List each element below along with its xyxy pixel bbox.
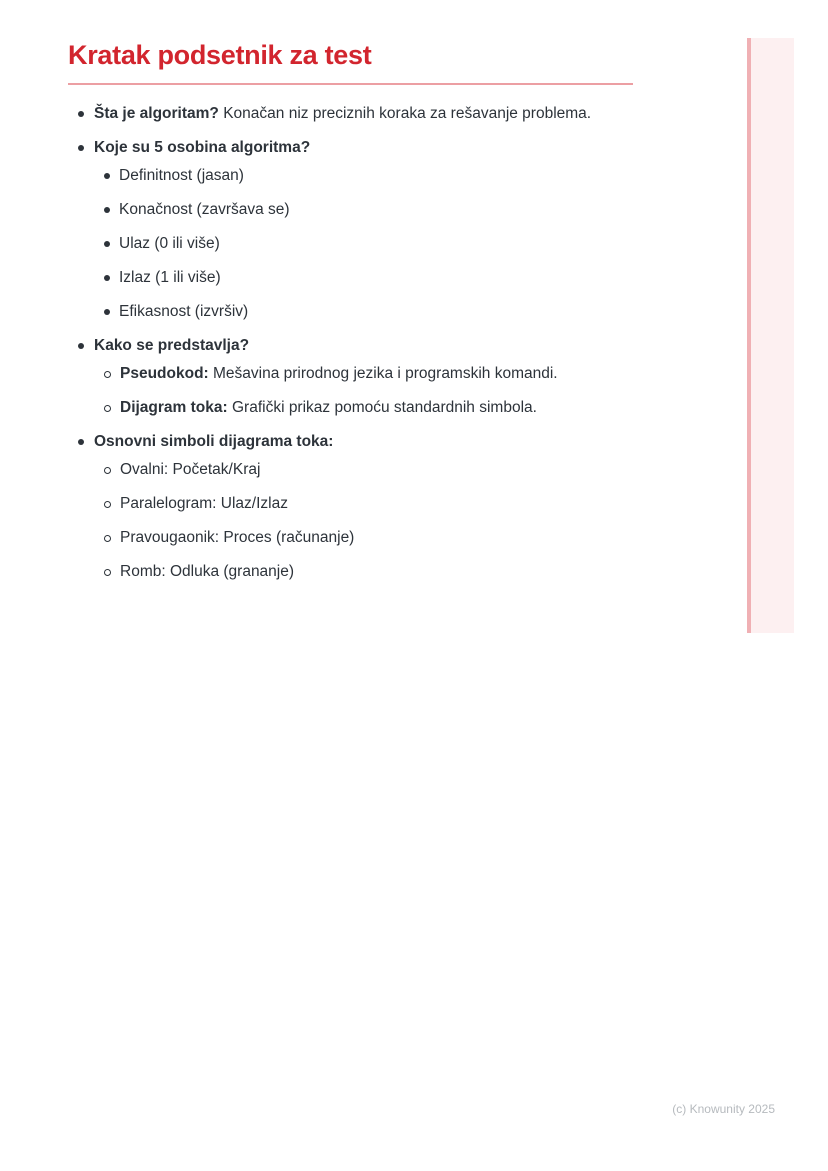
bullet-icon: [104, 173, 110, 179]
circle-bullet-icon: [104, 371, 111, 378]
list-item-text: Pseudokod: Mešavina prirodnog jezika i programskih komandi.: [120, 365, 558, 383]
bullet-icon: [104, 241, 110, 247]
sub-list-item: [104, 166, 633, 185]
sub-list: [68, 460, 633, 581]
sub-list-item: [104, 528, 633, 547]
list-item-text: Paralelogram: Ulaz/Izlaz: [120, 495, 288, 513]
list-item-text: Koje su 5 osobina algoritma?: [94, 139, 311, 157]
sub-list-item: [104, 268, 633, 287]
list-item-text: Efikasnost (izvršiv): [119, 303, 249, 321]
list-item: [78, 432, 633, 451]
list-item-text: Šta je algoritam? Konačan niz preciznih koraka za rešavanje problema.: [94, 105, 592, 123]
bullet-icon: [104, 309, 110, 315]
sub-list-item: [104, 494, 633, 513]
circle-bullet-icon: [104, 467, 111, 474]
sub-list-item: [104, 460, 633, 479]
sub-list-item: [104, 364, 633, 383]
footer-copyright: (c) Knowunity 2025: [672, 1102, 775, 1116]
sub-list-item: [104, 562, 633, 581]
bullet-icon: [78, 343, 84, 349]
sub-list: [68, 364, 633, 417]
circle-bullet-icon: [104, 405, 111, 412]
list-item-text: Kako se predstavlja?: [94, 337, 250, 355]
list-item-text: Ulaz (0 ili više): [119, 235, 220, 253]
circle-bullet-icon: [104, 535, 111, 542]
page-title: Kratak podsetnik za test: [68, 40, 372, 70]
circle-bullet-icon: [104, 569, 111, 576]
list-item-text: Ovalni: Početak/Kraj: [120, 461, 261, 479]
bullet-icon: [78, 145, 84, 151]
bullet-icon: [104, 207, 110, 213]
list-item-text: Osnovni simboli dijagrama toka:: [94, 433, 334, 451]
page-content: [0, 39, 828, 581]
notes-list: [68, 104, 633, 581]
sub-list-item: [104, 200, 633, 219]
title-underline: [68, 83, 633, 85]
circle-bullet-icon: [104, 501, 111, 508]
bullet-icon: [78, 111, 84, 117]
sub-list-item: [104, 398, 633, 417]
bullet-icon: [104, 275, 110, 281]
sub-list-item: [104, 234, 633, 253]
list-item: [78, 336, 633, 355]
list-item-text: Romb: Odluka (grananje): [120, 563, 295, 581]
list-item-text: Dijagram toka: Grafički prikaz pomoću standardnih simbola.: [120, 399, 537, 417]
list-item: [78, 104, 633, 123]
sub-list-item: [104, 302, 633, 321]
list-item: [78, 138, 633, 157]
sub-list: [68, 166, 633, 321]
list-item-text: Pravougaonik: Proces (računanje): [120, 529, 355, 547]
bullet-icon: [78, 439, 84, 445]
list-item-text: Izlaz (1 ili više): [119, 269, 221, 287]
list-item-text: Definitnost (jasan): [119, 167, 244, 185]
list-item-text: Konačnost (završava se): [119, 201, 290, 219]
